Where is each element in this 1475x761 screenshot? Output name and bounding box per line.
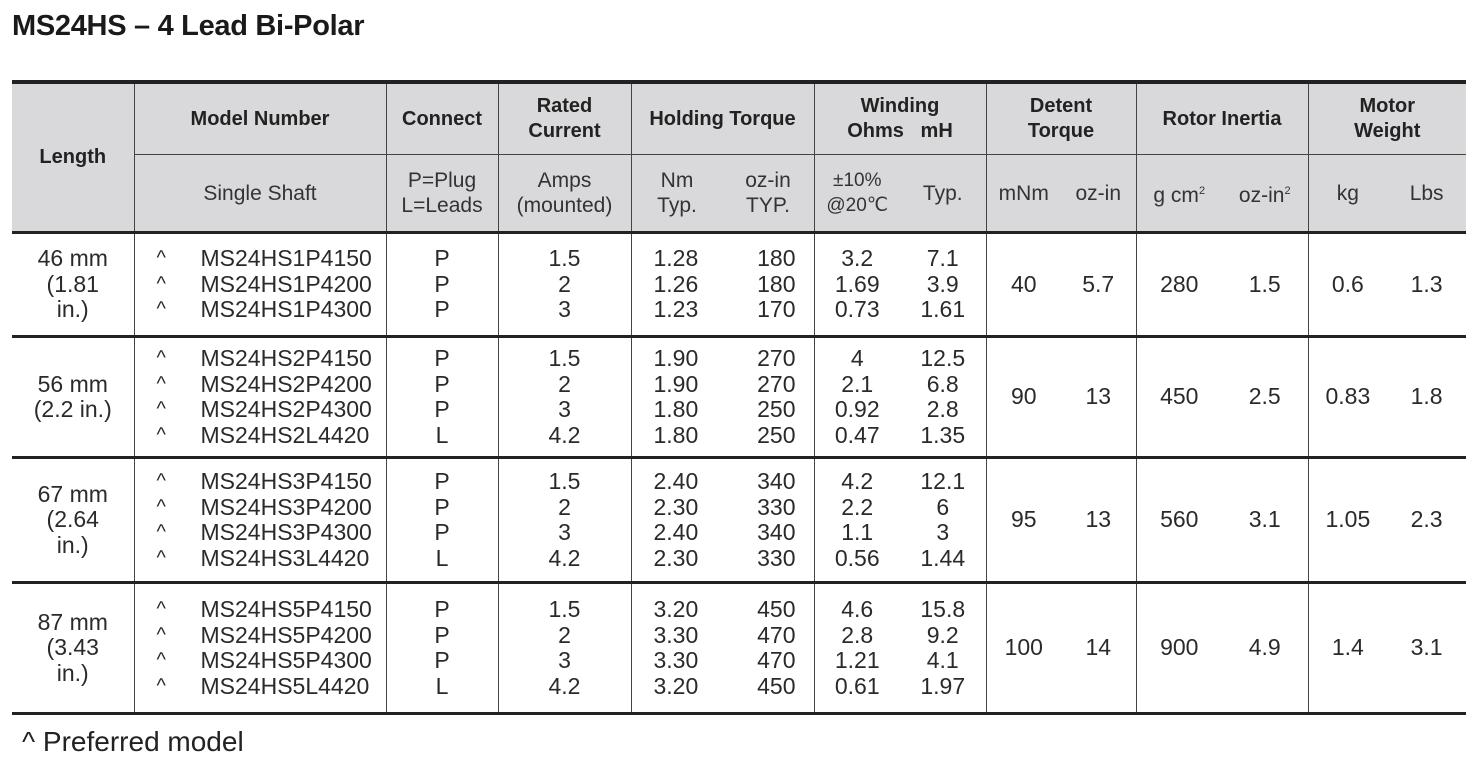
winding-line — [815, 597, 986, 623]
torque-ozin: 470 — [757, 647, 796, 673]
weight-lbs: 1.8 — [1410, 383, 1443, 410]
model-number: MS24HS1P4150 — [200, 245, 372, 272]
model-cell — [134, 233, 386, 337]
winding-line — [815, 623, 986, 649]
weight-lbs: 1.3 — [1410, 270, 1443, 297]
rotor-inertia-cell — [1136, 458, 1308, 583]
winding-ohms: 0.56 — [834, 544, 880, 571]
torque-line — [632, 397, 814, 423]
model-line — [135, 546, 386, 572]
winding-ohms: 1.1 — [841, 519, 874, 545]
holding-torque-cell — [631, 337, 814, 458]
preferred-mark: ^ — [156, 649, 166, 671]
torque-nm: 3.20 — [653, 596, 699, 622]
amps-value: 1.5 — [548, 345, 581, 371]
amps-cell — [498, 233, 631, 337]
amps-value: 1.5 — [548, 245, 581, 272]
preferred-mark: ^ — [156, 247, 166, 270]
torque-line — [632, 469, 814, 495]
winding-mh: 6.8 — [926, 370, 959, 397]
preferred-mark: ^ — [156, 372, 166, 395]
winding-ohms: 1.69 — [834, 270, 880, 297]
model-number: MS24HS1P4300 — [200, 296, 372, 323]
subheader-detent-units: mNm oz-in — [986, 155, 1136, 233]
model-line — [135, 520, 386, 546]
torque-line — [632, 423, 814, 449]
length-line: 67 mm — [37, 480, 108, 507]
preferred-mark: ^ — [156, 495, 166, 518]
header-motor-weight: Motor Weight — [1308, 82, 1466, 155]
connect-cell — [386, 583, 498, 714]
torque-nm: 2.40 — [653, 468, 699, 494]
torque-ozin: 250 — [757, 421, 796, 448]
torque-ozin: 330 — [757, 493, 796, 520]
model-line — [135, 272, 386, 298]
length-line: (3.43 — [46, 634, 99, 661]
inertia-ozin2: 4.9 — [1248, 634, 1281, 661]
inertia-gcm2: 900 — [1160, 634, 1199, 661]
torque-line — [632, 674, 814, 700]
preferred-mark: ^ — [156, 272, 166, 295]
torque-nm: 1.23 — [653, 296, 699, 323]
winding-ohms: 2.8 — [841, 621, 874, 648]
model-cell — [134, 337, 386, 458]
winding-ohms: 0.92 — [834, 396, 880, 422]
connect-cell — [386, 458, 498, 583]
model-number: MS24HS3L4420 — [200, 544, 370, 571]
winding-cell — [814, 337, 986, 458]
winding-line — [815, 372, 986, 398]
torque-nm: 3.30 — [653, 621, 699, 648]
winding-mh: 1.44 — [920, 544, 966, 571]
preferred-mark: ^ — [156, 521, 166, 543]
torque-ozin: 450 — [757, 672, 796, 699]
torque-line — [632, 495, 814, 521]
winding-mh: 4.1 — [926, 647, 959, 673]
length-cell — [12, 233, 134, 337]
winding-mh: 15.8 — [920, 596, 966, 622]
holding-torque-cell — [631, 458, 814, 583]
torque-line — [632, 346, 814, 372]
amps-value: 2 — [558, 370, 571, 397]
torque-nm: 3.20 — [653, 672, 699, 699]
torque-nm: 1.80 — [653, 421, 699, 448]
torque-line — [632, 546, 814, 572]
model-number: MS24HS3P4200 — [200, 493, 372, 520]
model-number: MS24HS2P4300 — [200, 396, 372, 422]
header-winding: Winding Ohms mH — [814, 82, 986, 155]
weight-lbs: 2.3 — [1410, 506, 1443, 533]
winding-cell — [814, 458, 986, 583]
model-number: MS24HS3P4300 — [200, 519, 372, 545]
model-number: MS24HS1P4200 — [200, 270, 372, 297]
spec-table — [12, 80, 1466, 715]
model-number: MS24HS5P4300 — [200, 647, 372, 673]
subheader-weight-units: kg Lbs — [1308, 155, 1466, 233]
winding-ohms: 3.2 — [841, 245, 874, 272]
winding-ohms: 0.61 — [834, 672, 880, 699]
torque-ozin: 450 — [757, 596, 796, 622]
amps-value: 2 — [558, 270, 571, 297]
length-line: in.) — [56, 531, 89, 558]
connect-value: P — [434, 270, 450, 297]
detent-ozin: 13 — [1085, 383, 1112, 410]
rotor-inertia-cell — [1136, 233, 1308, 337]
amps-cell — [498, 458, 631, 583]
connect-value: P — [434, 245, 450, 272]
winding-ohms: 0.73 — [834, 296, 880, 323]
motor-weight-cell — [1308, 233, 1466, 337]
preferred-mark: ^ — [156, 546, 166, 569]
preferred-mark: ^ — [156, 398, 166, 420]
amps-value: 2 — [558, 621, 571, 648]
amps-value: 4.2 — [548, 421, 581, 448]
model-line — [135, 346, 386, 372]
inertia-gcm2: 280 — [1160, 270, 1199, 297]
amps-value: 3 — [558, 296, 571, 323]
torque-ozin: 180 — [757, 245, 796, 272]
header-model-number: Model Number — [134, 82, 386, 155]
winding-mh: 12.1 — [920, 468, 966, 494]
torque-line — [632, 372, 814, 398]
preferred-mark: ^ — [156, 347, 166, 369]
header-holding-torque: Holding Torque — [631, 82, 814, 155]
amps-value: 3 — [558, 396, 571, 422]
winding-line — [815, 674, 986, 700]
detent-torque-cell — [986, 583, 1136, 714]
subheader-inertia-units: g $cm^2$ $oz-in^2$ — [1136, 155, 1308, 233]
model-cell — [134, 458, 386, 583]
winding-line — [815, 397, 986, 423]
winding-line — [815, 469, 986, 495]
winding-ohms: 0.47 — [834, 421, 880, 448]
winding-ohms: 1.21 — [834, 647, 880, 673]
connect-value: P — [434, 370, 450, 397]
length-line: in.) — [56, 659, 89, 686]
detent-torque-cell — [986, 337, 1136, 458]
amps-value: 1.5 — [548, 596, 581, 622]
detent-ozin: 13 — [1085, 506, 1112, 533]
detent-ozin: 5.7 — [1082, 270, 1115, 297]
torque-ozin: 270 — [757, 370, 796, 397]
torque-ozin: 250 — [757, 396, 796, 422]
model-line — [135, 297, 386, 323]
weight-lbs: 3.1 — [1410, 634, 1443, 661]
model-number: MS24HS2P4200 — [200, 370, 372, 397]
torque-nm: 1.90 — [653, 345, 699, 371]
rotor-inertia-cell — [1136, 337, 1308, 458]
torque-ozin: 470 — [757, 621, 796, 648]
detent-mnm: 40 — [1010, 270, 1037, 297]
table-row — [12, 583, 1466, 714]
detent-mnm: 100 — [1004, 634, 1043, 661]
inertia-gcm2: 560 — [1160, 506, 1199, 533]
amps-cell — [498, 583, 631, 714]
amps-value: 4.2 — [548, 672, 581, 699]
holding-torque-cell — [631, 583, 814, 714]
model-number: MS24HS5P4200 — [200, 621, 372, 648]
torque-nm: 2.40 — [653, 519, 699, 545]
winding-mh: 1.97 — [920, 672, 966, 699]
preferred-mark: ^ — [156, 674, 166, 697]
connect-value: L — [435, 544, 449, 571]
torque-ozin: 170 — [757, 296, 796, 323]
winding-mh: 3.9 — [926, 270, 959, 297]
length-line: (1.81 — [46, 270, 99, 297]
torque-ozin: 340 — [757, 519, 796, 545]
winding-ohms: 2.1 — [841, 370, 874, 397]
length-line: 56 mm — [37, 370, 108, 397]
amps-value: 1.5 — [548, 468, 581, 494]
winding-mh: 12.5 — [920, 345, 966, 371]
connect-cell — [386, 233, 498, 337]
torque-ozin: 340 — [757, 468, 796, 494]
inertia-gcm2: 450 — [1160, 383, 1199, 410]
detent-mnm: 90 — [1010, 383, 1037, 410]
model-number: MS24HS3P4150 — [200, 468, 372, 494]
connect-value: P — [434, 647, 450, 673]
amps-value: 4.2 — [548, 544, 581, 571]
winding-ohms: 2.2 — [841, 493, 874, 520]
model-line — [135, 423, 386, 449]
connect-value: P — [434, 596, 450, 622]
connect-value: P — [434, 621, 450, 648]
length-cell — [12, 583, 134, 714]
header-rated-current: Rated Current — [498, 82, 631, 155]
torque-nm: 1.80 — [653, 396, 699, 422]
torque-nm: 1.90 — [653, 370, 699, 397]
preferred-mark: ^ — [156, 598, 166, 620]
model-number: MS24HS2P4150 — [200, 345, 372, 371]
header-connect: Connect — [386, 82, 498, 155]
torque-ozin: 270 — [757, 345, 796, 371]
winding-line — [815, 648, 986, 674]
connect-value: P — [434, 345, 450, 371]
torque-line — [632, 648, 814, 674]
torque-line — [632, 246, 814, 272]
model-line — [135, 397, 386, 423]
model-line — [135, 597, 386, 623]
amps-value: 3 — [558, 647, 571, 673]
inertia-ozin2: 1.5 — [1248, 270, 1281, 297]
torque-ozin: 180 — [757, 270, 796, 297]
torque-line — [632, 297, 814, 323]
connect-value: P — [434, 468, 450, 494]
length-line: (2.2 in.) — [33, 396, 112, 422]
rotor-inertia-cell — [1136, 583, 1308, 714]
detent-mnm: 95 — [1010, 506, 1037, 533]
connect-value: L — [435, 421, 449, 448]
model-number: MS24HS5P4150 — [200, 596, 372, 622]
winding-mh: 7.1 — [926, 245, 959, 272]
motor-weight-cell — [1308, 337, 1466, 458]
weight-kg: 0.83 — [1325, 383, 1371, 410]
inertia-ozin2: 3.1 — [1248, 506, 1281, 533]
torque-line — [632, 520, 814, 546]
length-line: 46 mm — [37, 245, 108, 272]
model-line — [135, 372, 386, 398]
model-line — [135, 674, 386, 700]
subheader-connect: P=Plug L=Leads — [386, 155, 498, 233]
winding-line — [815, 423, 986, 449]
subheader-amps: Amps (mounted) — [498, 155, 631, 233]
table-row — [12, 233, 1466, 337]
table-row — [12, 458, 1466, 583]
header-rotor-inertia: Rotor Inertia — [1136, 82, 1308, 155]
torque-line — [632, 272, 814, 298]
connect-cell — [386, 337, 498, 458]
length-line: in.) — [56, 296, 89, 323]
subheader-torque-units: Nm Typ. oz-in TYP. — [631, 155, 814, 233]
subheader-single-shaft: Single Shaft — [134, 155, 386, 233]
winding-cell — [814, 583, 986, 714]
amps-value: 2 — [558, 493, 571, 520]
model-cell — [134, 583, 386, 714]
torque-nm: 1.28 — [653, 245, 699, 272]
page-title: MS24HS – 4 Lead Bi-Polar — [12, 10, 365, 42]
winding-ohms: 4.6 — [841, 596, 874, 622]
length-cell — [12, 337, 134, 458]
winding-mh: 3 — [936, 519, 950, 545]
torque-line — [632, 623, 814, 649]
winding-cell — [814, 233, 986, 337]
table-row — [12, 337, 1466, 458]
model-number: MS24HS5L4420 — [200, 672, 370, 699]
winding-line — [815, 495, 986, 521]
model-line — [135, 623, 386, 649]
preferred-mark: ^ — [156, 298, 166, 321]
detent-torque-cell — [986, 458, 1136, 583]
header-detent-torque: Detent Torque — [986, 82, 1136, 155]
model-line — [135, 469, 386, 495]
length-cell — [12, 458, 134, 583]
winding-mh: 1.61 — [920, 296, 966, 323]
connect-value: L — [435, 672, 449, 699]
weight-kg: 1.4 — [1331, 634, 1364, 661]
inertia-ozin2: 2.5 — [1248, 383, 1281, 410]
motor-weight-cell — [1308, 458, 1466, 583]
amps-value: 3 — [558, 519, 571, 545]
winding-mh: 6 — [936, 493, 950, 520]
winding-mh: 9.2 — [926, 621, 959, 648]
footnote: ^ Preferred model — [22, 726, 244, 757]
connect-value: P — [434, 493, 450, 520]
detent-ozin: 14 — [1085, 634, 1112, 661]
subheader-winding-units: ±10% @20℃ Typ. — [814, 155, 986, 233]
header-length: Length — [12, 82, 134, 233]
preferred-mark: ^ — [156, 470, 166, 492]
length-line: (2.64 — [46, 506, 99, 533]
preferred-mark: ^ — [156, 623, 166, 646]
amps-cell — [498, 337, 631, 458]
connect-value: P — [434, 519, 450, 545]
connect-value: P — [434, 296, 450, 323]
torque-line — [632, 597, 814, 623]
detent-torque-cell — [986, 233, 1136, 337]
model-line — [135, 495, 386, 521]
model-number: MS24HS2L4420 — [200, 421, 370, 448]
winding-mh: 2.8 — [926, 396, 959, 422]
holding-torque-cell — [631, 233, 814, 337]
table-body — [12, 233, 1466, 714]
preferred-mark: ^ — [156, 423, 166, 446]
weight-kg: 1.05 — [1325, 506, 1371, 533]
torque-nm: 1.26 — [653, 270, 699, 297]
length-line: 87 mm — [37, 608, 108, 635]
model-line — [135, 648, 386, 674]
winding-ohms: 4 — [850, 345, 864, 371]
winding-mh: 1.35 — [920, 421, 966, 448]
torque-nm: 2.30 — [653, 493, 699, 520]
winding-line — [815, 272, 986, 298]
connect-value: P — [434, 396, 450, 422]
torque-nm: 2.30 — [653, 544, 699, 571]
motor-weight-cell — [1308, 583, 1466, 714]
winding-ohms: 4.2 — [841, 468, 874, 494]
winding-line — [815, 246, 986, 272]
winding-line — [815, 546, 986, 572]
table-header — [12, 82, 1466, 233]
model-line — [135, 246, 386, 272]
torque-ozin: 330 — [757, 544, 796, 571]
winding-line — [815, 346, 986, 372]
winding-line — [815, 297, 986, 323]
torque-nm: 3.30 — [653, 647, 699, 673]
weight-kg: 0.6 — [1331, 270, 1364, 297]
winding-line — [815, 520, 986, 546]
